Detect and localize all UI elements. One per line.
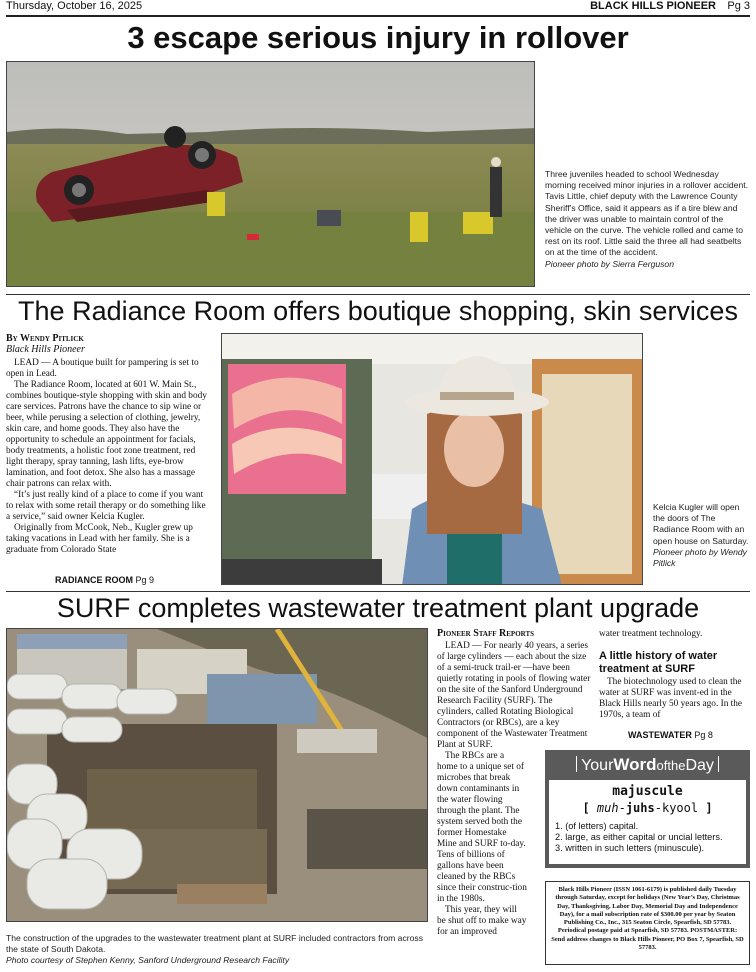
- rollover-photo: [6, 61, 535, 287]
- wotd-day: Day: [685, 757, 714, 774]
- rollover-credit: Pioneer photo by Sierra Ferguson: [545, 258, 674, 269]
- pron-dash: -: [654, 801, 662, 815]
- page-number: Pg 3: [727, 0, 750, 12]
- wotd-your: Your: [581, 757, 614, 774]
- pron-syllable-3: kyool: [661, 801, 699, 815]
- newspaper-name: BLACK HILLS PIONEER: [590, 0, 716, 12]
- radiance-photo: [221, 333, 643, 585]
- publication-info: Black Hills Pioneer (ISSN 1061-6179) is published daily Tuesday through Saturday, except for holidays (New Year’s Day, Christmas Day, Thanksgiving, Labor Day, Memorial Day and Independence Day), for a mail subscription rate of $300.00 per year by Seaton Publishing Co., Inc., 315 Seaton Circle, Spearfish, SD 57783. Periodical postage paid at Spearfish, SD 57783. POSTMASTER: Send address changes to Black Hills Pioneer, PO Box 7, Spearfish, SD 57783.: [545, 881, 750, 965]
- story2-body: [6, 358, 209, 556]
- wotd-ofthe: ofthe: [656, 758, 686, 773]
- story3-body-narrow: [437, 751, 527, 938]
- story2-paragraph: LEAD — A boutique built for pampering is set to open in Lead.: [6, 358, 199, 379]
- wotd-definition: 3. written in such letters (minuscule).: [555, 843, 705, 853]
- story3-subhead: A little history of water treatment at SURF: [599, 650, 718, 675]
- wotd-definition: 1. (of letters) capital.: [555, 821, 639, 831]
- wotd-pronunciation: [549, 801, 746, 815]
- wastewater-caption: [6, 933, 428, 967]
- surf-article-col2: [599, 629, 750, 721]
- radiance-jump-page: Pg 9: [135, 575, 155, 585]
- story2-headline: The Radiance Room offers boutique shopping, skin services: [18, 296, 738, 326]
- story2-byline: By Wendy Pitlick: [6, 333, 84, 344]
- radiance-caption-text: Kelcia Kugler will open the doors of The Radiance Room with an open house on Saturday.: [653, 502, 749, 546]
- story3-paragraph: The RBCs are a home to a unique set of microbes that break down contaminants in the water flowing through the plant. The system served both the former Homestake Mine and SURF to-day. Tens of billions of gallons have been cleaned by the RBCs since their construc-tion in the 1980s.: [437, 751, 527, 904]
- story1-headline: 3 escape serious injury in rollover: [127, 20, 629, 55]
- radiance-credit: Pioneer photo by Wendy Pitlick: [653, 546, 747, 569]
- story3-byline: Pioneer Staff Reports: [437, 628, 535, 639]
- section-rule-1: [6, 294, 750, 295]
- story3-body-col1: [437, 641, 591, 751]
- story2-paragraph: “It’s just really kind of a place to come if you want to relax with some retail therapy or do something like a service,” said owner Kelcia Kugler.: [6, 490, 206, 522]
- radiance-jump-label: RADIANCE ROOM: [55, 575, 133, 585]
- wastewater-jump[interactable]: [628, 730, 713, 740]
- wastewater-caption-text: The construction of the upgrades to the wastewater treatment plant at SURF included contractors from across the state of South Dakota.: [6, 933, 423, 955]
- word-of-the-day-box: [545, 750, 750, 868]
- story2-paragraph: The Radiance Room, located at 601 W. Main St., combines boutique-style shopping with skin and body care services. Patrons have the chance to sip wine or beer, while perusing a selection of clothing, jewelry, skin care, and home goods. They also have the opportunity to schedule an appointment for facials, body treatments, a holistic foot zone treatment, red light therapy, spray tanning, lash lifts, eye-brow lamination, and foot detox. She also has a massage chair patrons can relax with.: [6, 380, 207, 489]
- wastewater-credit: Photo courtesy of Stephen Kenny, Sanford Underground Research Facility: [6, 955, 290, 966]
- wotd-definition: 2. large, as either capital or uncial letters.: [555, 832, 723, 842]
- header-rule: [6, 15, 750, 17]
- wotd-term: majuscule: [612, 784, 683, 799]
- word-of-the-day-content: [549, 780, 746, 864]
- story2-affiliation: Black Hills Pioneer: [6, 344, 85, 355]
- story2-paragraph: Originally from McCook, Neb., Kugler grew up taking vacations in Lead with her family. She is a graduate from Colorado State: [6, 523, 193, 555]
- pron-syllable-2: juhs: [625, 801, 655, 815]
- story3-col2-body: [599, 677, 750, 721]
- wastewater-jump-page: Pg 8: [694, 730, 713, 740]
- wastewater-plant-photo: [6, 628, 428, 922]
- rollover-caption-text: Three juveniles headed to school Wednesday morning received minor injuries in a rollover accident. Tavis Little, chief deputy with the Lawrence County Sheriff's Office, said it appears as if a tire blew and the driver was unable to maintain control of the vehicle on the curve. The vehicle rolled and came to rest on its roof. Little said the three all had seatbelts on at the time of the accident.: [545, 169, 748, 258]
- story3-paragraph: The biotechnology used to clean the water at SURF was invent-ed in the Black Hills nearly 50 years ago. In the 1970s, a team of: [599, 677, 743, 720]
- page-date: Thursday, October 16, 2025: [6, 0, 143, 12]
- radiance-article: [6, 333, 209, 556]
- radiance-caption: [653, 502, 750, 569]
- story3-headline: SURF completes wastewater treatment plant upgrade: [56, 593, 700, 623]
- wotd-word: Word: [613, 755, 657, 774]
- story3-col2-top: water treatment technology.: [599, 629, 703, 639]
- story3-paragraph: This year, they will be shut off to make way for an improved: [437, 905, 527, 937]
- word-of-the-day-label: [545, 755, 750, 775]
- wotd-definitions: [555, 821, 746, 854]
- pron-syllable-1: muh: [596, 801, 619, 815]
- story3-paragraph: LEAD — For nearly 40 years, a series of large cylinders — each about the size of a semi-truck trail-er —have been quietly rotating in pools of flowing water on the site of the Sanford Underground Research Facility (SURF). The cylinders, called Rotating Biological Contractors (or RBCs), are a key component of the Wastewater Treatment Plant at SURF.: [437, 641, 591, 750]
- rollover-caption: [545, 169, 750, 270]
- pron-bracket-close: ]: [698, 801, 713, 815]
- pron-bracket-open: [: [582, 801, 597, 815]
- radiance-jump[interactable]: [55, 575, 154, 585]
- wastewater-jump-label: WASTEWATER: [628, 730, 692, 740]
- pron-dash: -: [618, 801, 626, 815]
- section-rule-2: [6, 591, 750, 592]
